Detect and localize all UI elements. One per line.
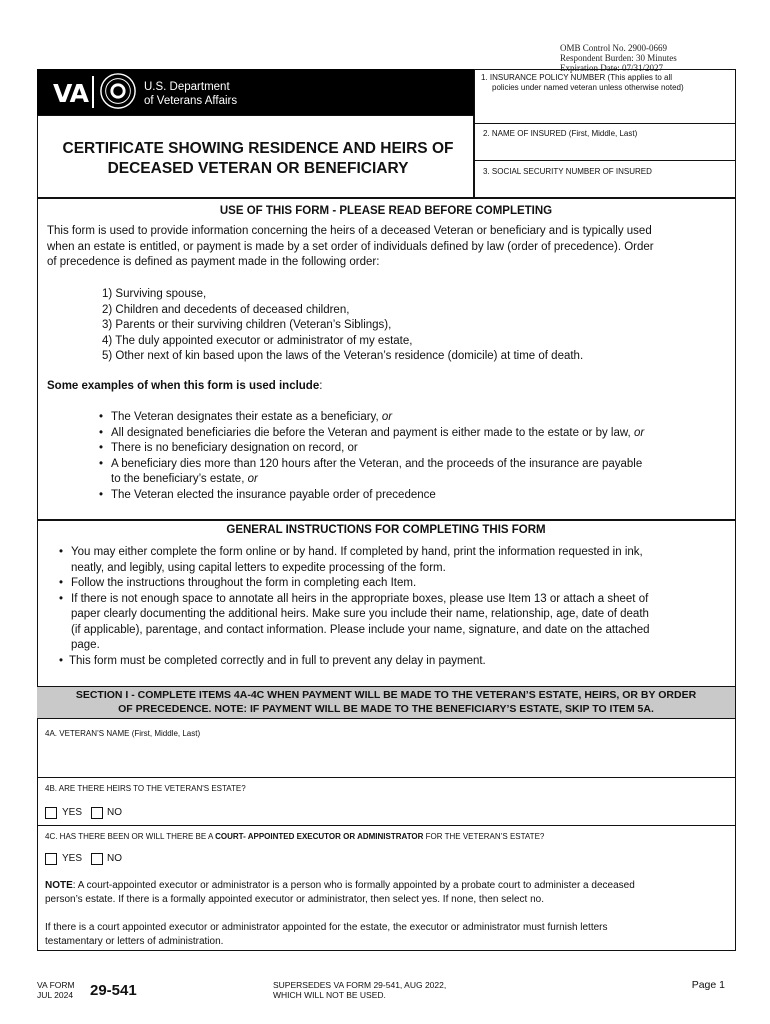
form-title: [48, 139, 468, 179]
examples-list: [99, 410, 644, 503]
item4c-bold: COURT- APPOINTED EXECUTOR OR ADMINISTRATOR: [215, 832, 424, 841]
note-text: : A court-appointed executor or administrator is a person who is formally appointed by a probate court to administer a deceased: [72, 880, 635, 891]
supersedes-line-1: SUPERSEDES VA FORM 29-541, AUG 2022,: [273, 980, 447, 990]
instruction-item-continued: [59, 561, 650, 577]
court-line-1: If there is a court appointed executor or administrator appointed for the estate, the executor or administrator must furnish letters: [45, 922, 608, 933]
title-line-1: CERTIFICATE SHOWING RESIDENCE AND HEIRS OF: [62, 140, 454, 157]
examples-heading-text: Some examples of when this form is used include: [47, 380, 320, 392]
precedence-list: [102, 287, 583, 365]
intro-line: This form is used to provide information concerning the heirs of a deceased Veteran or beneficiary and is typically used: [47, 225, 652, 237]
item4c-pre: 4C. HAS THERE BEEN OR WILL THERE BE A: [45, 832, 216, 841]
instruction-item-continued: [59, 607, 650, 623]
supersedes-note: [273, 980, 446, 1000]
instruction-text: This form must be completed correctly and in full to prevent any delay in payment.: [69, 654, 486, 667]
omb-control-number: OMB Control No. 2900-0669: [560, 43, 668, 53]
instruction-text: paper clearly documenting the additional heirs. Make sure you include their name, relationship, age, date of death: [71, 608, 649, 620]
example-text: A beneficiary dies more than 120 hours after the Veteran, and the proceeds of the insurance are payable: [111, 457, 643, 470]
example-em: or: [247, 473, 258, 485]
item2-label: 2. NAME OF INSURED (First, Middle, Last): [483, 129, 638, 138]
instruction-text: You may either complete the form online or by hand. If completed by hand, print the information requested in ink,: [71, 546, 643, 558]
example-text: The Veteran designates their estate as a beneficiary,: [111, 411, 382, 423]
general-instructions-heading: GENERAL INSTRUCTIONS FOR COMPLETING THIS FORM: [226, 524, 546, 536]
item4b-label: 4B. ARE THERE HEIRS TO THE VETERAN'S ESTATE?: [45, 784, 246, 793]
divider: [37, 777, 735, 778]
banner-line-1: SECTION I - COMPLETE ITEMS 4A-4C WHEN PAYMENT WILL BE MADE TO THE VETERAN’S ESTATE, HEIRS, OR BY ORDER: [75, 689, 697, 701]
example-item: • All designated beneficiaries die before the Veteran and payment is either made to the estate or by law, or: [99, 426, 645, 439]
dept-line-2: of Veterans Affairs: [144, 95, 238, 107]
precedence-item: 3) Parents or their surviving children (Veteran’s Siblings),: [102, 319, 392, 331]
intro-line: of precedence is defined as payment made in the following order:: [47, 256, 380, 268]
instruction-text: Follow the instructions throughout the form in completing each Item.: [71, 577, 417, 589]
banner-line-2: OF PRECEDENCE. NOTE: IF PAYMENT WILL BE MADE TO THE BENEFICIARY’S ESTATE, SKIP TO ITEM 5A.: [118, 703, 654, 715]
examples-heading: [47, 379, 322, 395]
example-em: or: [633, 426, 645, 439]
footer-form-id: [37, 980, 75, 1000]
instruction-item-continued: [59, 623, 650, 639]
executor-note: [45, 879, 730, 907]
divider: [37, 825, 735, 826]
instruction-text: (if applicable), parentage, and contact information. Please include your name, signature, and date on the attached: [71, 623, 650, 636]
form-border: [37, 69, 736, 951]
item1-label-line1: 1. INSURANCE POLICY NUMBER (This applies to all: [481, 73, 673, 82]
heirs-yes-checkbox[interactable]: [45, 807, 57, 819]
precedence-item: 2) Children and decedents of deceased children,: [102, 303, 350, 316]
section1-banner-text: [45, 688, 727, 716]
instruction-item: • Follow the instructions throughout the form in completing each Item.: [59, 577, 417, 589]
instruction-text: If there is not enough space to annotate all heirs in the appropriate boxes, please use Item 13 or attach a sheet of: [71, 592, 649, 605]
heirs-no-label: NO: [107, 807, 122, 818]
instruction-text: page.: [71, 639, 100, 651]
respondent-burden: Respondent Burden: 30 Minutes: [560, 53, 677, 63]
example-item-continued: [99, 472, 644, 488]
court-appointed-note: [45, 921, 730, 949]
form-label: VA FORM: [37, 980, 75, 990]
example-text: There is no beneficiary designation on record, or: [111, 442, 358, 454]
page-number: Page 1: [691, 979, 725, 991]
ssn-of-insured-field[interactable]: [476, 178, 733, 195]
example-item: • The Veteran designates their estate as a beneficiary, or: [99, 411, 393, 423]
example-text: All designated beneficiaries die before the Veteran and payment is either made to the estate or by law,: [111, 426, 634, 439]
expiration-date: Expiration Date: 07/31/2027: [560, 63, 663, 73]
instruction-text: neatly, and legibly, using capital letters to expedite processing of the form.: [71, 561, 446, 574]
heirs-yes-label: YES: [62, 807, 83, 818]
use-of-form-heading: USE OF THIS FORM - PLEASE READ BEFORE COMPLETING: [219, 205, 553, 217]
name-of-insured-field[interactable]: [476, 140, 733, 157]
example-em: or: [381, 411, 393, 423]
example-item: • The Veteran elected the insurance payable order of precedence: [99, 488, 436, 501]
executor-yes-checkbox[interactable]: [45, 853, 57, 865]
note-text-2: person’s estate. If there is a formally appointed executor or administrator, then select yes. If none, then select no.: [45, 894, 544, 905]
precedence-item: 5) Other next of kin based upon the laws of the Veteran’s residence (domicile) at time of death.: [102, 350, 584, 362]
divider: [37, 197, 735, 199]
court-line-2: testamentary or letters of administration.: [45, 936, 224, 947]
item4c-post: FOR THE VETERAN’S ESTATE?: [423, 832, 545, 841]
va-seal-icon: [99, 72, 137, 110]
example-item: • A beneficiary dies more than 120 hours after the Veteran, and the proceeds of the insurance are payable: [99, 457, 643, 470]
executor-yes-label: YES: [62, 853, 83, 864]
department-name: [144, 80, 237, 108]
title-line-2: DECEASED VETERAN OR BENEFICIARY: [107, 160, 409, 177]
supersedes-line-2: WHICH WILL NOT BE USED.: [273, 990, 386, 1000]
divider: [474, 160, 735, 161]
example-text: The Veteran elected the insurance payable order of precedence: [111, 488, 436, 501]
item4a-label: 4A. VETERAN’S NAME (First, Middle, Last): [45, 729, 201, 738]
instruction-item: • This form must be completed correctly and in full to prevent any delay in payment.: [59, 654, 486, 667]
form-date: JUL 2024: [37, 990, 74, 1000]
example-text: to the beneficiary’s estate,: [111, 473, 248, 485]
logo-divider: [92, 76, 94, 108]
use-of-form-intro: [47, 224, 727, 271]
divider: [474, 123, 735, 124]
divider: [37, 519, 735, 521]
instruction-item: • You may either complete the form online or by hand. If completed by hand, print the information requested in ink,: [59, 546, 643, 558]
item1-label-line2: policies under named veteran unless otherwise noted): [492, 83, 684, 92]
item3-label: 3. SOCIAL SECURITY NUMBER OF INSURED: [483, 167, 652, 176]
veterans-name-field[interactable]: [45, 742, 725, 772]
instruction-item: • If there is not enough space to annotate all heirs in the appropriate boxes, please use Item 13 or attach a sheet of: [59, 592, 649, 605]
precedence-item: 1) Surviving spouse,: [102, 288, 207, 300]
examples-colon: :: [319, 380, 323, 392]
executor-no-label: NO: [107, 853, 122, 864]
instruction-item-continued: [59, 638, 650, 654]
precedence-item: 4) The duly appointed executor or administrator of my estate,: [102, 334, 413, 347]
insurance-policy-number-field[interactable]: [476, 95, 733, 121]
item4c-label: [45, 832, 544, 842]
general-instructions-list: [59, 545, 650, 669]
executor-no-checkbox[interactable]: [91, 853, 103, 865]
intro-line: when an estate is entitled, or payment is made by a set order of individuals defined by law (order of precedence). Order: [47, 240, 654, 253]
va-logo: VA: [53, 79, 88, 108]
item1-label: [481, 73, 684, 93]
heirs-no-checkbox[interactable]: [91, 807, 103, 819]
note-label: NOTE: [45, 880, 73, 891]
example-item: • There is no beneficiary designation on record, or: [99, 442, 358, 454]
dept-line-1: U.S. Department: [144, 81, 230, 93]
form-number: 29-541: [90, 982, 137, 999]
